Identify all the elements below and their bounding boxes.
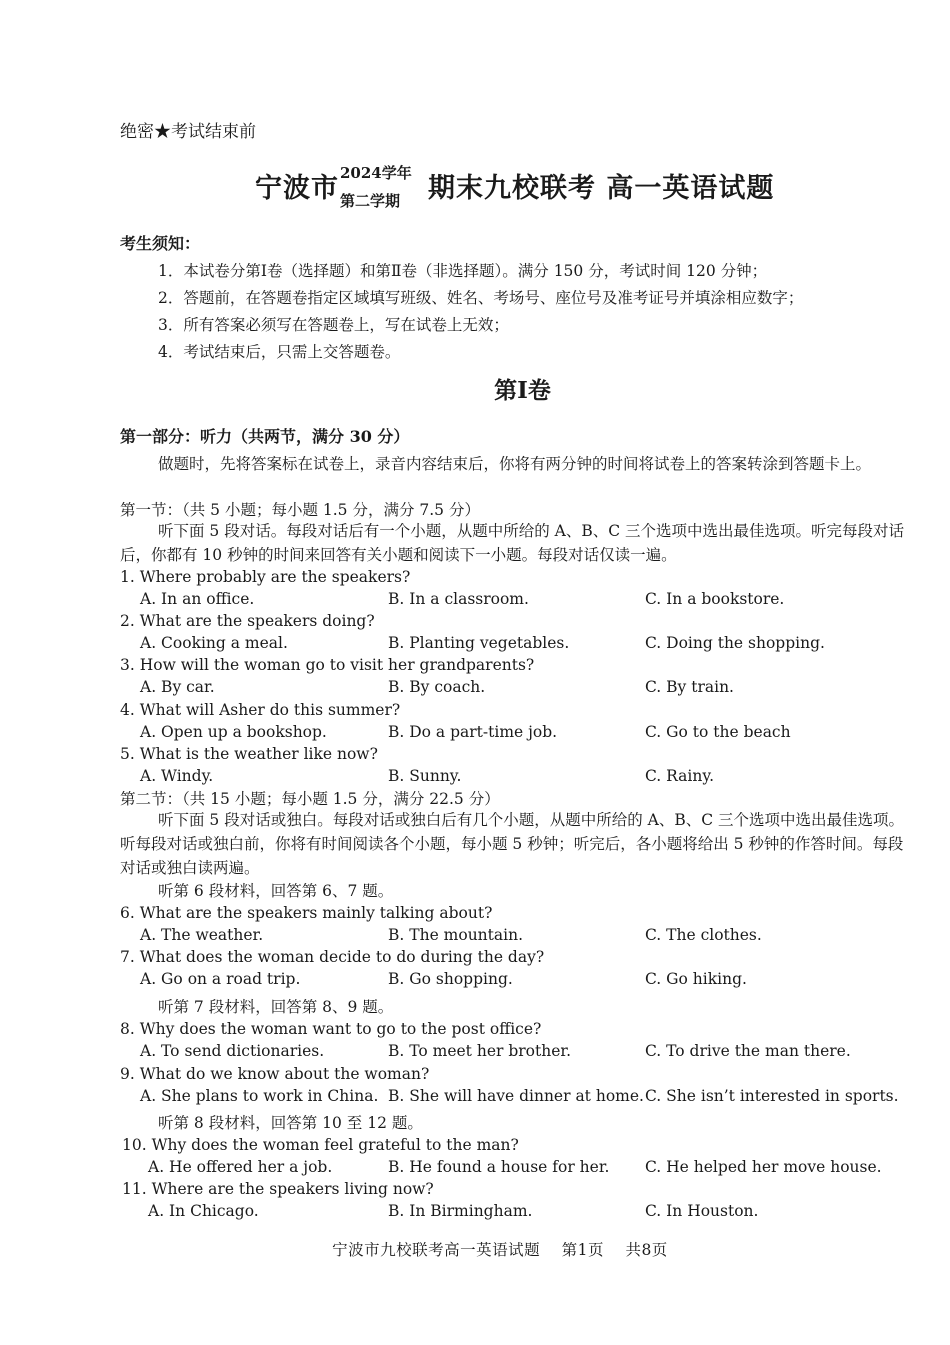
option-a: A. The weather. (140, 926, 264, 944)
question-options (120, 588, 785, 610)
question-9 (120, 1063, 899, 1107)
option-c: C. Rainy. (645, 767, 714, 785)
volume-title: 第Ⅰ卷 (494, 377, 551, 404)
footer-page: 第1页 (561, 1241, 604, 1259)
question-options (120, 924, 762, 946)
notice-item: 3．所有答案必须写在答题卷上，写在试卷上无效； (158, 316, 509, 334)
option-a: A. In Chicago. (148, 1202, 259, 1220)
option-b: B. By coach. (388, 678, 486, 696)
option-b: B. Planting vegetables. (388, 634, 570, 652)
option-b: B. The mountain. (388, 926, 523, 944)
option-b: B. She will have dinner at home. (388, 1087, 644, 1105)
option-a: A. He offered her a job. (148, 1158, 333, 1176)
question-stem: 5. What is the weather like now? (120, 745, 378, 763)
notice-item: 4．考试结束后，只需上交答题卷。 (158, 343, 401, 361)
question-options (122, 1200, 759, 1222)
option-a: A. She plans to work in China. (140, 1087, 379, 1105)
exam-title (0, 160, 950, 210)
confidential-mark: 绝密★考试结束前 (120, 122, 256, 142)
option-a: A. Cooking a meal. (140, 634, 288, 652)
notice-item: 1．本试卷分第Ⅰ卷（选择题）和第Ⅱ卷（非选择题）。满分 150 分，考试时间 120 分钟； (158, 262, 768, 280)
option-c: C. Go to the beach (645, 723, 791, 741)
option-a: A. In an office. (140, 590, 255, 608)
question-options (120, 765, 714, 787)
question-11 (122, 1178, 759, 1222)
option-a: A. Open up a bookshop. (140, 723, 327, 741)
section1-description: 听下面 5 段对话。每段对话后有一个小题，从题中所给的 A、B、C 三个选项中选出最佳选项。听完每段对话后，你都有 10 秒钟的时间来回答有关小题和阅读下一小题。每段对话仅读一遍。 (120, 522, 905, 564)
question-options (120, 968, 747, 990)
part1-title: 第一部分：听力（共两节，满分 30 分） (120, 427, 410, 446)
option-b: B. Do a part-time job. (388, 723, 558, 741)
option-a: A. To send dictionaries. (140, 1042, 325, 1060)
question-stem: 8. Why does the woman want to go to the post office? (120, 1020, 542, 1038)
option-b: B. In Birmingham. (388, 1202, 533, 1220)
question-options (122, 1156, 882, 1178)
question-8 (120, 1018, 851, 1062)
title-term: 第二学期 (340, 192, 401, 210)
question-options (120, 632, 825, 654)
material-instruction: 听第 8 段材料，回答第 10 至 12 题。 (158, 1114, 423, 1132)
question-options (120, 1040, 851, 1062)
question-stem: 4. What will Asher do this summer? (120, 701, 401, 719)
question-options (120, 1085, 899, 1107)
question-stem: 2. What are the speakers doing? (120, 612, 375, 630)
question-options (120, 721, 791, 743)
title-year: 2024学年 (340, 164, 412, 182)
notice-title: 考生须知： (120, 234, 201, 253)
option-c: C. He helped her move house. (645, 1158, 882, 1176)
question-2 (120, 610, 825, 654)
question-stem: 6. What are the speakers mainly talking about? (120, 904, 493, 922)
section1-title: 第一节：（共 5 小题；每小题 1.5 分，满分 7.5 分） (120, 501, 480, 519)
question-4 (120, 699, 791, 743)
option-a: A. Go on a road trip. (140, 970, 301, 988)
option-c: C. In Houston. (645, 1202, 759, 1220)
option-b: B. To meet her brother. (388, 1042, 572, 1060)
section2-title: 第二节：（共 15 小题；每小题 1.5 分，满分 22.5 分） (120, 790, 500, 808)
question-1 (120, 566, 785, 610)
footer-total: 共8页 (625, 1241, 668, 1259)
question-stem: 10. Why does the woman feel grateful to the man? (122, 1136, 519, 1154)
question-options (120, 676, 734, 698)
part1-description: 做题时，先将答案标在试卷上，录音内容结束后，你将有两分钟的时间将试卷上的答案转涂到答题卡上。 (158, 455, 872, 473)
question-6 (120, 902, 762, 946)
material-instruction: 听第 6 段材料，回答第 6、7 题。 (158, 882, 394, 900)
title-main: 期末九校联考 高一英语试题 (428, 173, 775, 204)
material-instruction: 听第 7 段材料，回答第 8、9 题。 (158, 998, 394, 1016)
question-5 (120, 743, 714, 787)
option-c: C. She isn’t interested in sports. (645, 1087, 899, 1105)
page-footer (0, 1238, 950, 1260)
question-stem: 9. What do we know about the woman? (120, 1065, 430, 1083)
option-c: C. Doing the shopping. (645, 634, 825, 652)
notice-list (158, 258, 803, 366)
option-a: A. Windy. (140, 767, 214, 785)
option-b: B. Go shopping. (388, 970, 513, 988)
option-c: C. In a bookstore. (645, 590, 785, 608)
option-c: C. By train. (645, 678, 734, 696)
footer-title: 宁波市九校联考高一英语试题 (332, 1241, 541, 1259)
title-city: 宁波市 (255, 173, 339, 204)
question-stem: 1. Where probably are the speakers? (120, 568, 411, 586)
option-c: C. The clothes. (645, 926, 762, 944)
question-3 (120, 654, 734, 698)
option-c: C. To drive the man there. (645, 1042, 851, 1060)
question-10 (122, 1134, 882, 1178)
option-c: C. Go hiking. (645, 970, 747, 988)
section2-description: 听下面 5 段对话或独白。每段对话或独白后有几个小题，从题中所给的 A、B、C 三个选项中选出最佳选项。听每段对话或独白前，你将有时间阅读各个小题，每小题 5 秒钟；听完后，各小题将给出 5 秒钟的作答时间。每段对话或独白读两遍。 (120, 811, 905, 877)
option-a: A. By car. (140, 678, 215, 696)
question-7 (120, 946, 747, 990)
option-b: B. He found a house for her. (388, 1158, 610, 1176)
question-stem: 3. How will the woman go to visit her grandparents? (120, 656, 535, 674)
notice-item: 2．答题前，在答题卷指定区域填写班级、姓名、考场号、座位号及准考证号并填涂相应数字； (158, 289, 804, 307)
question-stem: 7. What does the woman decide to do during the day? (120, 948, 545, 966)
option-b: B. Sunny. (388, 767, 462, 785)
option-b: B. In a classroom. (388, 590, 529, 608)
question-stem: 11. Where are the speakers living now? (122, 1180, 434, 1198)
